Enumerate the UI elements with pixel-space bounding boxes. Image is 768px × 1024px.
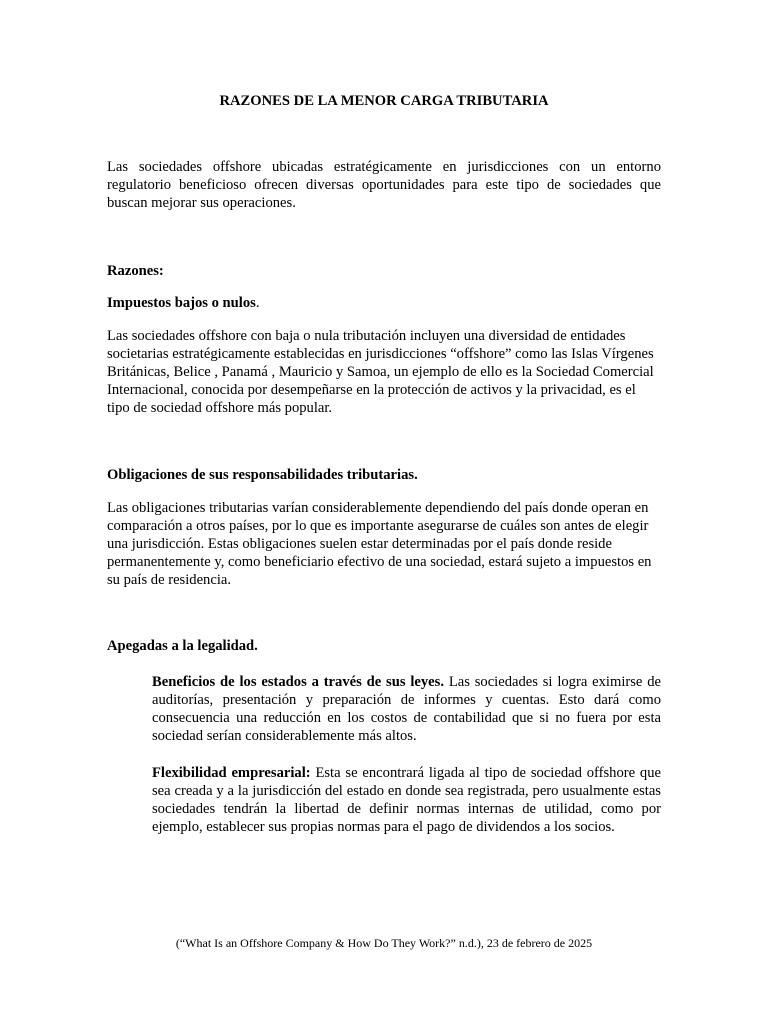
section-low-taxes-heading: Impuestos bajos o nulos: [107, 295, 256, 311]
page-title: RAZONES DE LA MENOR CARGA TRIBUTARIA: [219, 93, 549, 109]
reasons-heading: Razones:: [107, 263, 164, 279]
section-legality-heading: Apegadas a la legalidad.: [107, 638, 258, 654]
section-low-taxes-body: Las sociedades offshore con baja o nula tributación incluyen una diversidad de entidades societarias estratégicamente establecidas en jurisdicciones “offshore” como las Islas Vírgenes Británicas, Belice , Panamá , Mauricio y Samoa, un ejemplo de ello es la Sociedad Comercial Internacional, conocida por desempeñarse en la protección de activos y la privacidad, es el tipo de sociedad offshore más popular.: [107, 328, 654, 416]
section-low-taxes-heading-suffix: .: [255, 295, 260, 311]
section-obligations-heading: Obligaciones de sus responsabilidades tributarias.: [107, 467, 418, 483]
legality-item-flexibility-label: Flexibilidad empresarial:: [152, 765, 311, 781]
legality-item-flexibility-text: Esta se encontrará ligada al tipo de sociedad offshore que sea creada y a la jurisdicción del estado en donde sea registrada, pero usualmente estas sociedades tendrán la libertad de definir normas internas de utilidad, como por ejemplo, establecer sus propias normas para el pago de dividendos a los socios.: [152, 765, 661, 835]
citation-footer: (“What Is an Offshore Company & How Do They Work?” n.d.), 23 de febrero de 2025: [175, 936, 593, 950]
intro-paragraph: Las sociedades offshore ubicadas estratégicamente en jurisdicciones con un entorno regulatorio beneficioso ofrecen diversas oportunidades para este tipo de sociedades que buscan mejorar sus operaciones.: [107, 159, 661, 211]
legality-item-benefits-text: Las sociedades si logra eximirse de auditorías, presentación y preparación de informes y cuentas. Esto dará como consecuencia una reducción en los costos de contabilidad que si no fuera por esta sociedad serían considerablemente más altos.: [152, 674, 661, 744]
legality-item-flexibility: [152, 764, 661, 836]
legality-item-benefits-label: Beneficios de los estados a través de sus leyes.: [152, 674, 444, 690]
section-low-taxes-heading-line: [107, 294, 661, 312]
legality-item-benefits: [152, 673, 661, 745]
section-obligations-body: Las obligaciones tributarias varían considerablemente dependiendo del país donde operan en comparación a otros países, por lo que es importante asegurarse de cuáles son antes de elegir una jurisdicción. Estas obligaciones suelen estar determinadas por el país donde reside permanentemente y, como beneficiario efectivo de una sociedad, estará sujeto a impuestos en su país de residencia.: [107, 500, 652, 588]
